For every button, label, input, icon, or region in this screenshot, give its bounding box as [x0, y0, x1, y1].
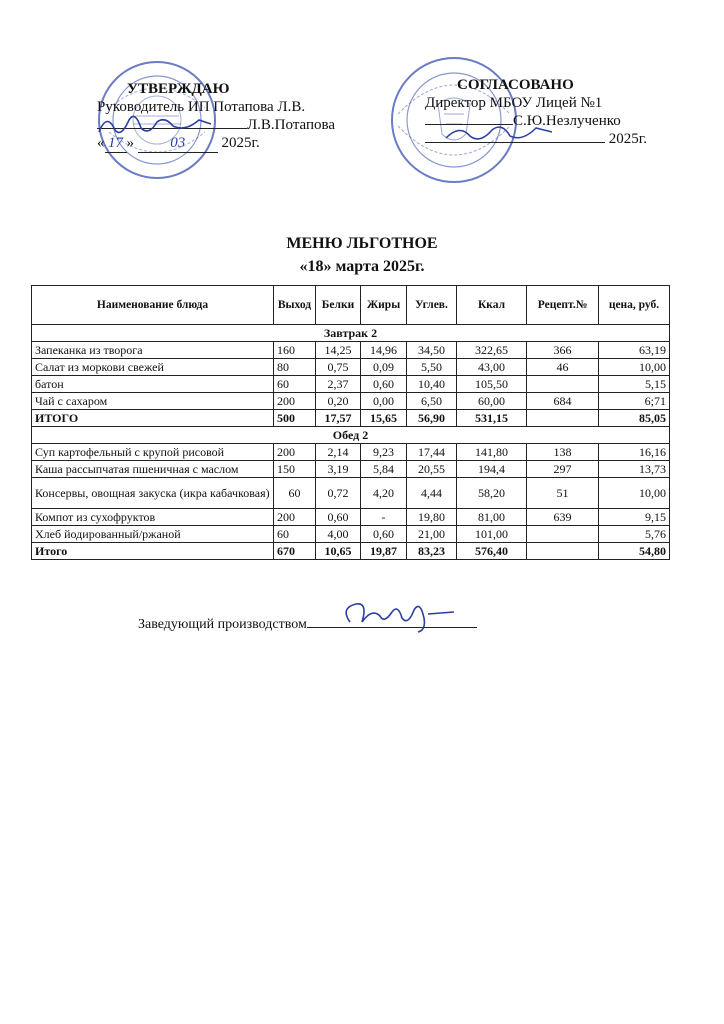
cell-fat: 19,87 — [361, 543, 407, 560]
table-row — [32, 526, 670, 543]
cell-fat: 0,60 — [361, 526, 407, 543]
cell-kcal: 81,00 — [457, 509, 527, 526]
dish-name: Суп картофельный с крупой рисовой — [32, 444, 274, 461]
table-row — [32, 376, 670, 393]
table-row — [32, 444, 670, 461]
cell-kcal: 141,80 — [457, 444, 527, 461]
cell-output: 200 — [274, 444, 316, 461]
table-row — [32, 478, 670, 509]
cell-price: 5,15 — [599, 376, 670, 393]
cell-carbs: 4,44 — [407, 478, 457, 509]
dish-name: Чай с сахаром — [32, 393, 274, 410]
cell-output: 60 — [274, 478, 316, 509]
cell-recipe — [527, 410, 599, 427]
cell-price: 54,80 — [599, 543, 670, 560]
cell-kcal: 576,40 — [457, 543, 527, 560]
cell-carbs: 5,50 — [407, 359, 457, 376]
cell-protein: 14,25 — [316, 342, 361, 359]
cell-recipe: 639 — [527, 509, 599, 526]
cell-recipe: 46 — [527, 359, 599, 376]
cell-kcal: 60,00 — [457, 393, 527, 410]
dish-name: Запеканка из творога — [32, 342, 274, 359]
total-row-lunch — [32, 543, 670, 560]
footer-label: Заведующий производством — [138, 617, 307, 632]
cell-fat: - — [361, 509, 407, 526]
cell-carbs: 20,55 — [407, 461, 457, 478]
cell-output: 500 — [274, 410, 316, 427]
approve-line-name: Л.В.Потапова — [97, 116, 335, 134]
agree-date: 2025г. — [425, 130, 647, 148]
cell-fat: 0,60 — [361, 376, 407, 393]
cell-price: 13,73 — [599, 461, 670, 478]
dish-name: Салат из моркови свежей — [32, 359, 274, 376]
table-row — [32, 393, 670, 410]
cell-fat: 15,65 — [361, 410, 407, 427]
table-row — [32, 461, 670, 478]
cell-fat: 0,09 — [361, 359, 407, 376]
cell-recipe — [527, 526, 599, 543]
total-label: Итого — [32, 543, 274, 560]
cell-carbs: 34,50 — [407, 342, 457, 359]
table-row — [32, 342, 670, 359]
total-row-breakfast — [32, 410, 670, 427]
agree-line-position: Директор МБОУ Лицей №1 — [425, 95, 603, 111]
cell-protein: 17,57 — [316, 410, 361, 427]
cell-price: 6;71 — [599, 393, 670, 410]
cell-carbs: 83,23 — [407, 543, 457, 560]
dish-name: Консервы, овощная закуска (икра кабачковая) — [32, 478, 274, 509]
cell-recipe: 684 — [527, 393, 599, 410]
section-title: Завтрак 2 — [32, 325, 670, 342]
col-header-price: цена, руб. — [599, 286, 670, 325]
cell-price: 63,19 — [599, 342, 670, 359]
section-row-lunch — [32, 427, 670, 444]
cell-recipe: 51 — [527, 478, 599, 509]
cell-kcal: 58,20 — [457, 478, 527, 509]
cell-kcal: 101,00 — [457, 526, 527, 543]
col-header-dish: Наименование блюда — [32, 286, 274, 325]
approve-date: « 17 » 03 2025г. — [97, 135, 260, 151]
cell-kcal: 322,65 — [457, 342, 527, 359]
agree-heading: СОГЛАСОВАНО — [457, 77, 574, 93]
cell-fat: 14,96 — [361, 342, 407, 359]
cell-fat: 9,23 — [361, 444, 407, 461]
col-header-carbs: Углев. — [407, 286, 457, 325]
cell-price: 5,76 — [599, 526, 670, 543]
cell-output: 200 — [274, 509, 316, 526]
cell-protein: 2,37 — [316, 376, 361, 393]
cell-price: 9,15 — [599, 509, 670, 526]
cell-carbs: 21,00 — [407, 526, 457, 543]
cell-fat: 0,00 — [361, 393, 407, 410]
cell-price: 10,00 — [599, 359, 670, 376]
col-header-fat: Жиры — [361, 286, 407, 325]
cell-carbs: 19,80 — [407, 509, 457, 526]
signature-agree — [440, 118, 560, 148]
cell-output: 150 — [274, 461, 316, 478]
approve-line-position: Руководитель ИП Потапова Л.В. — [97, 99, 306, 115]
cell-output: 80 — [274, 359, 316, 376]
signature-approve — [95, 108, 215, 142]
agree-line-name: С.Ю.Незлученко — [425, 112, 621, 130]
col-header-kcal: Ккал — [457, 286, 527, 325]
cell-kcal: 194,4 — [457, 461, 527, 478]
cell-recipe — [527, 376, 599, 393]
col-header-protein: Белки — [316, 286, 361, 325]
menu-table — [31, 285, 670, 560]
table-header-row — [32, 286, 670, 325]
table-row — [32, 509, 670, 526]
cell-protein: 4,00 — [316, 526, 361, 543]
cell-recipe — [527, 543, 599, 560]
page-subtitle: «18» марта 2025г. — [299, 258, 425, 275]
cell-output: 60 — [274, 526, 316, 543]
cell-kcal: 43,00 — [457, 359, 527, 376]
dish-name: батон — [32, 376, 274, 393]
cell-protein: 3,19 — [316, 461, 361, 478]
total-label: ИТОГО — [32, 410, 274, 427]
cell-protein: 0,75 — [316, 359, 361, 376]
cell-carbs: 56,90 — [407, 410, 457, 427]
cell-price: 10,00 — [599, 478, 670, 509]
cell-output: 200 — [274, 393, 316, 410]
cell-protein: 10,65 — [316, 543, 361, 560]
cell-protein: 0,72 — [316, 478, 361, 509]
cell-recipe: 297 — [527, 461, 599, 478]
dish-name: Компот из сухофруктов — [32, 509, 274, 526]
section-title: Обед 2 — [32, 427, 670, 444]
cell-price: 85,05 — [599, 410, 670, 427]
cell-fat: 4,20 — [361, 478, 407, 509]
cell-carbs: 17,44 — [407, 444, 457, 461]
cell-output: 160 — [274, 342, 316, 359]
approve-heading: УТВЕРЖДАЮ — [127, 81, 230, 97]
section-row-breakfast — [32, 325, 670, 342]
page-title: МЕНЮ ЛЬГОТНОЕ — [286, 235, 438, 252]
col-header-output: Выход — [274, 286, 316, 325]
table-row — [32, 359, 670, 376]
signature-footer — [336, 596, 456, 636]
cell-protein: 0,60 — [316, 509, 361, 526]
cell-recipe: 138 — [527, 444, 599, 461]
cell-price: 16,16 — [599, 444, 670, 461]
cell-kcal: 531,15 — [457, 410, 527, 427]
cell-fat: 5,84 — [361, 461, 407, 478]
dish-name: Хлеб йодированный/ржаной — [32, 526, 274, 543]
cell-protein: 0,20 — [316, 393, 361, 410]
cell-recipe: 366 — [527, 342, 599, 359]
cell-output: 670 — [274, 543, 316, 560]
cell-carbs: 10,40 — [407, 376, 457, 393]
cell-kcal: 105,50 — [457, 376, 527, 393]
cell-output: 60 — [274, 376, 316, 393]
dish-name: Каша рассыпчатая пшеничная с маслом — [32, 461, 274, 478]
cell-protein: 2,14 — [316, 444, 361, 461]
col-header-recipe: Рецепт.№ — [527, 286, 599, 325]
cell-carbs: 6,50 — [407, 393, 457, 410]
